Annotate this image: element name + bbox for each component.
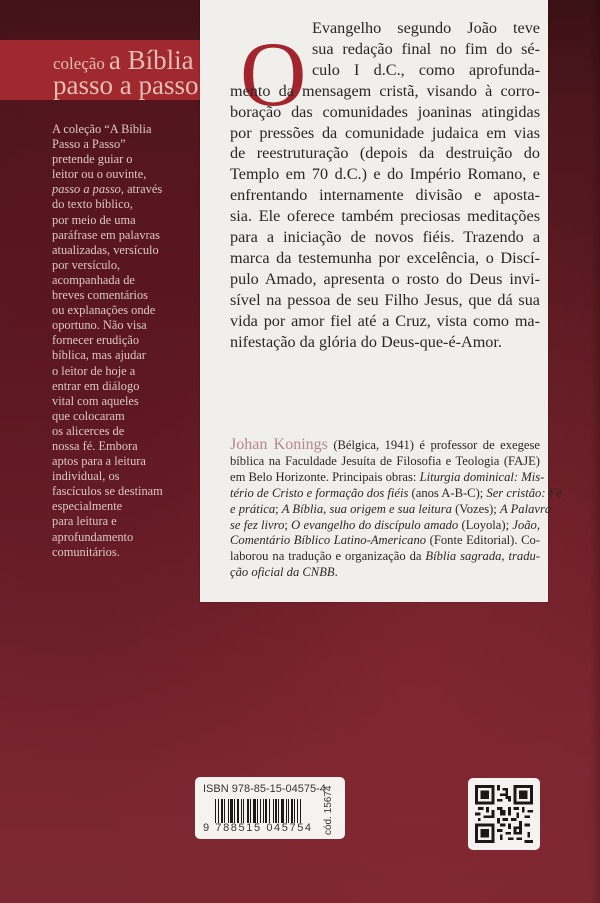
- desc-line: comunitários.: [52, 544, 120, 559]
- bio-text: .: [334, 565, 338, 580]
- qr-code: [468, 778, 540, 850]
- desc-line: por versículo,: [52, 257, 121, 272]
- desc-line: o leitor de hoje a: [52, 363, 136, 378]
- synopsis-text: [230, 18, 540, 353]
- desc-line: breves comentários: [52, 288, 148, 303]
- desc-line: A coleção “A Bíblia: [52, 122, 152, 136]
- desc-line: para leitura e: [52, 514, 117, 529]
- desc-line: pretende guiar o: [52, 152, 133, 167]
- barcode-icon: [215, 799, 323, 823]
- bio-work-title: O evangelho do discípulo amado: [291, 517, 459, 532]
- bio-work-title: Comentário Bíblico Latino-Americano: [230, 533, 427, 548]
- qr-code-icon: [475, 785, 533, 843]
- bio-line: bíblica na Faculdade Jesuíta de Filosofia e Teologia (FAJE): [230, 453, 540, 468]
- synopsis-line: boração das comunidades joaninas atingidas: [230, 102, 540, 121]
- synopsis-line: para a iniciação de novos fiéis. Trazendo a: [230, 228, 540, 247]
- desc-line: ou explanações onde: [52, 303, 156, 318]
- desc-line: aptos para a leitura: [52, 454, 146, 469]
- synopsis-line: sível na pessoa de seu Filho Jesus, que dá sua: [230, 290, 540, 309]
- author-name: Johan Konings: [230, 436, 328, 453]
- desc-italic: passo a passo,: [52, 182, 124, 197]
- desc-text: através: [127, 182, 163, 197]
- bio-text: laborou na tradução e organização da: [230, 549, 426, 564]
- drop-cap: O: [240, 23, 307, 125]
- cover-edge-shadow: [590, 0, 600, 903]
- bio-work-title: Ser cristão: Fé: [486, 485, 562, 500]
- desc-line: oportuno. Não visa: [52, 318, 147, 333]
- desc-line: nossa fé. Embora: [52, 438, 138, 453]
- collection-word: coleção: [53, 54, 105, 73]
- collection-title-line2: passo a passo: [53, 70, 199, 100]
- synopsis-line: enfrentando internamente divisão e aposta-: [230, 186, 540, 205]
- isbn-number: ISBN 978-85-15-04575-4: [203, 783, 326, 795]
- bio-work-title: ção oficial da CNBB: [230, 565, 335, 580]
- desc-line: os alicerces de: [52, 423, 125, 438]
- bio-line: [230, 565, 540, 581]
- bio-work-title: e prática: [230, 501, 276, 516]
- desc-line: especialmente: [52, 499, 123, 514]
- bio-text: (Fonte Editorial). Co-: [426, 533, 540, 548]
- bio-line: [230, 437, 540, 454]
- bio-text: em Belo Horizonte. Principais obras:: [230, 469, 420, 484]
- collection-description: [52, 122, 180, 560]
- bio-line: [230, 501, 552, 518]
- synopsis-line: por pressões da comunidade judaica em vias: [230, 123, 540, 142]
- synopsis-line: marca da testemunha por excelência, o Discí-: [230, 248, 540, 267]
- desc-line: bíblica, mas ajudar: [52, 348, 146, 363]
- bio-work-title: A Bíblia, sua origem e sua leitura: [281, 501, 452, 516]
- desc-line: atualizadas, versículo: [52, 242, 159, 257]
- synopsis-line: de reestruturação (depois da destruição do: [230, 144, 540, 163]
- bio-text: ;: [284, 517, 292, 532]
- desc-line: acompanhada de: [52, 272, 135, 287]
- bio-work-title: Bíblia sagrada, tradu-: [425, 549, 540, 564]
- bio-text: ;: [275, 501, 282, 516]
- bio-work-title: A Palavra: [499, 501, 552, 516]
- collection-name-part1: a Bíblia: [108, 45, 194, 75]
- bio-line: [230, 549, 540, 565]
- bio-text: (anos A-B-C);: [408, 485, 487, 500]
- desc-line: [52, 182, 180, 197]
- bio-line: [230, 518, 540, 534]
- synopsis-line: nifestação da glória do Deus-que-é-Amor.: [230, 332, 502, 351]
- desc-line: aprofundamento: [52, 529, 134, 544]
- bio-line: [230, 469, 545, 486]
- barcode-digits: 9 788515 045754: [203, 822, 313, 834]
- desc-line: que colocaram: [52, 408, 125, 423]
- synopsis-line: sua redação final no fim do sé-: [312, 39, 540, 58]
- desc-line: leitor ou o ouvinte,: [52, 167, 147, 182]
- synopsis-line: vida por amor fiel até a Cruz, vista como ma-: [230, 311, 540, 330]
- synopsis-line: pulo Amado, apresenta o rosto do Deus invi-: [230, 269, 540, 288]
- desc-line: por meio de uma: [52, 212, 136, 227]
- desc-line: entrar em diálogo: [52, 378, 140, 393]
- bio-work-title: se fez livro: [230, 517, 285, 532]
- desc-line: individual, os: [52, 469, 120, 484]
- desc-line: fornecer erudição: [52, 333, 140, 348]
- author-bio: [230, 436, 562, 581]
- desc-line: fascículos se destinam: [52, 484, 163, 499]
- synopsis-line: Templo em 70 d.C.) e do Império Romano, e: [230, 165, 540, 184]
- isbn-barcode-label: [195, 777, 345, 839]
- bio-work-title: João,: [512, 517, 540, 532]
- desc-line: paráfrase em palavras: [52, 227, 161, 242]
- synopsis-line: Evangelho segundo João teve: [312, 19, 540, 37]
- bio-text: (Vozes);: [451, 501, 500, 516]
- bio-line: [230, 533, 540, 549]
- desc-line: vital com aqueles: [52, 393, 139, 408]
- bio-text: (Bélgica, 1941) é professor de exegese: [327, 438, 540, 452]
- bio-work-title: Liturgia dominical: Mis-: [419, 469, 545, 484]
- desc-line: Passo a Passo”: [52, 137, 126, 152]
- bio-text: (Loyola);: [458, 517, 513, 532]
- synopsis-line: culo I d.C., como aprofunda-: [312, 60, 540, 79]
- synopsis-line: sia. Ele oferece também preciosas meditações: [230, 207, 540, 226]
- product-code: cód. 15674: [323, 785, 334, 835]
- synopsis-line: mento da mensagem cristã, visando à corro-: [230, 81, 540, 100]
- bio-work-title: tério de Cristo e formação dos fiéis: [230, 485, 409, 500]
- bio-line: [230, 485, 562, 502]
- desc-line: do texto bíblico,: [52, 197, 133, 212]
